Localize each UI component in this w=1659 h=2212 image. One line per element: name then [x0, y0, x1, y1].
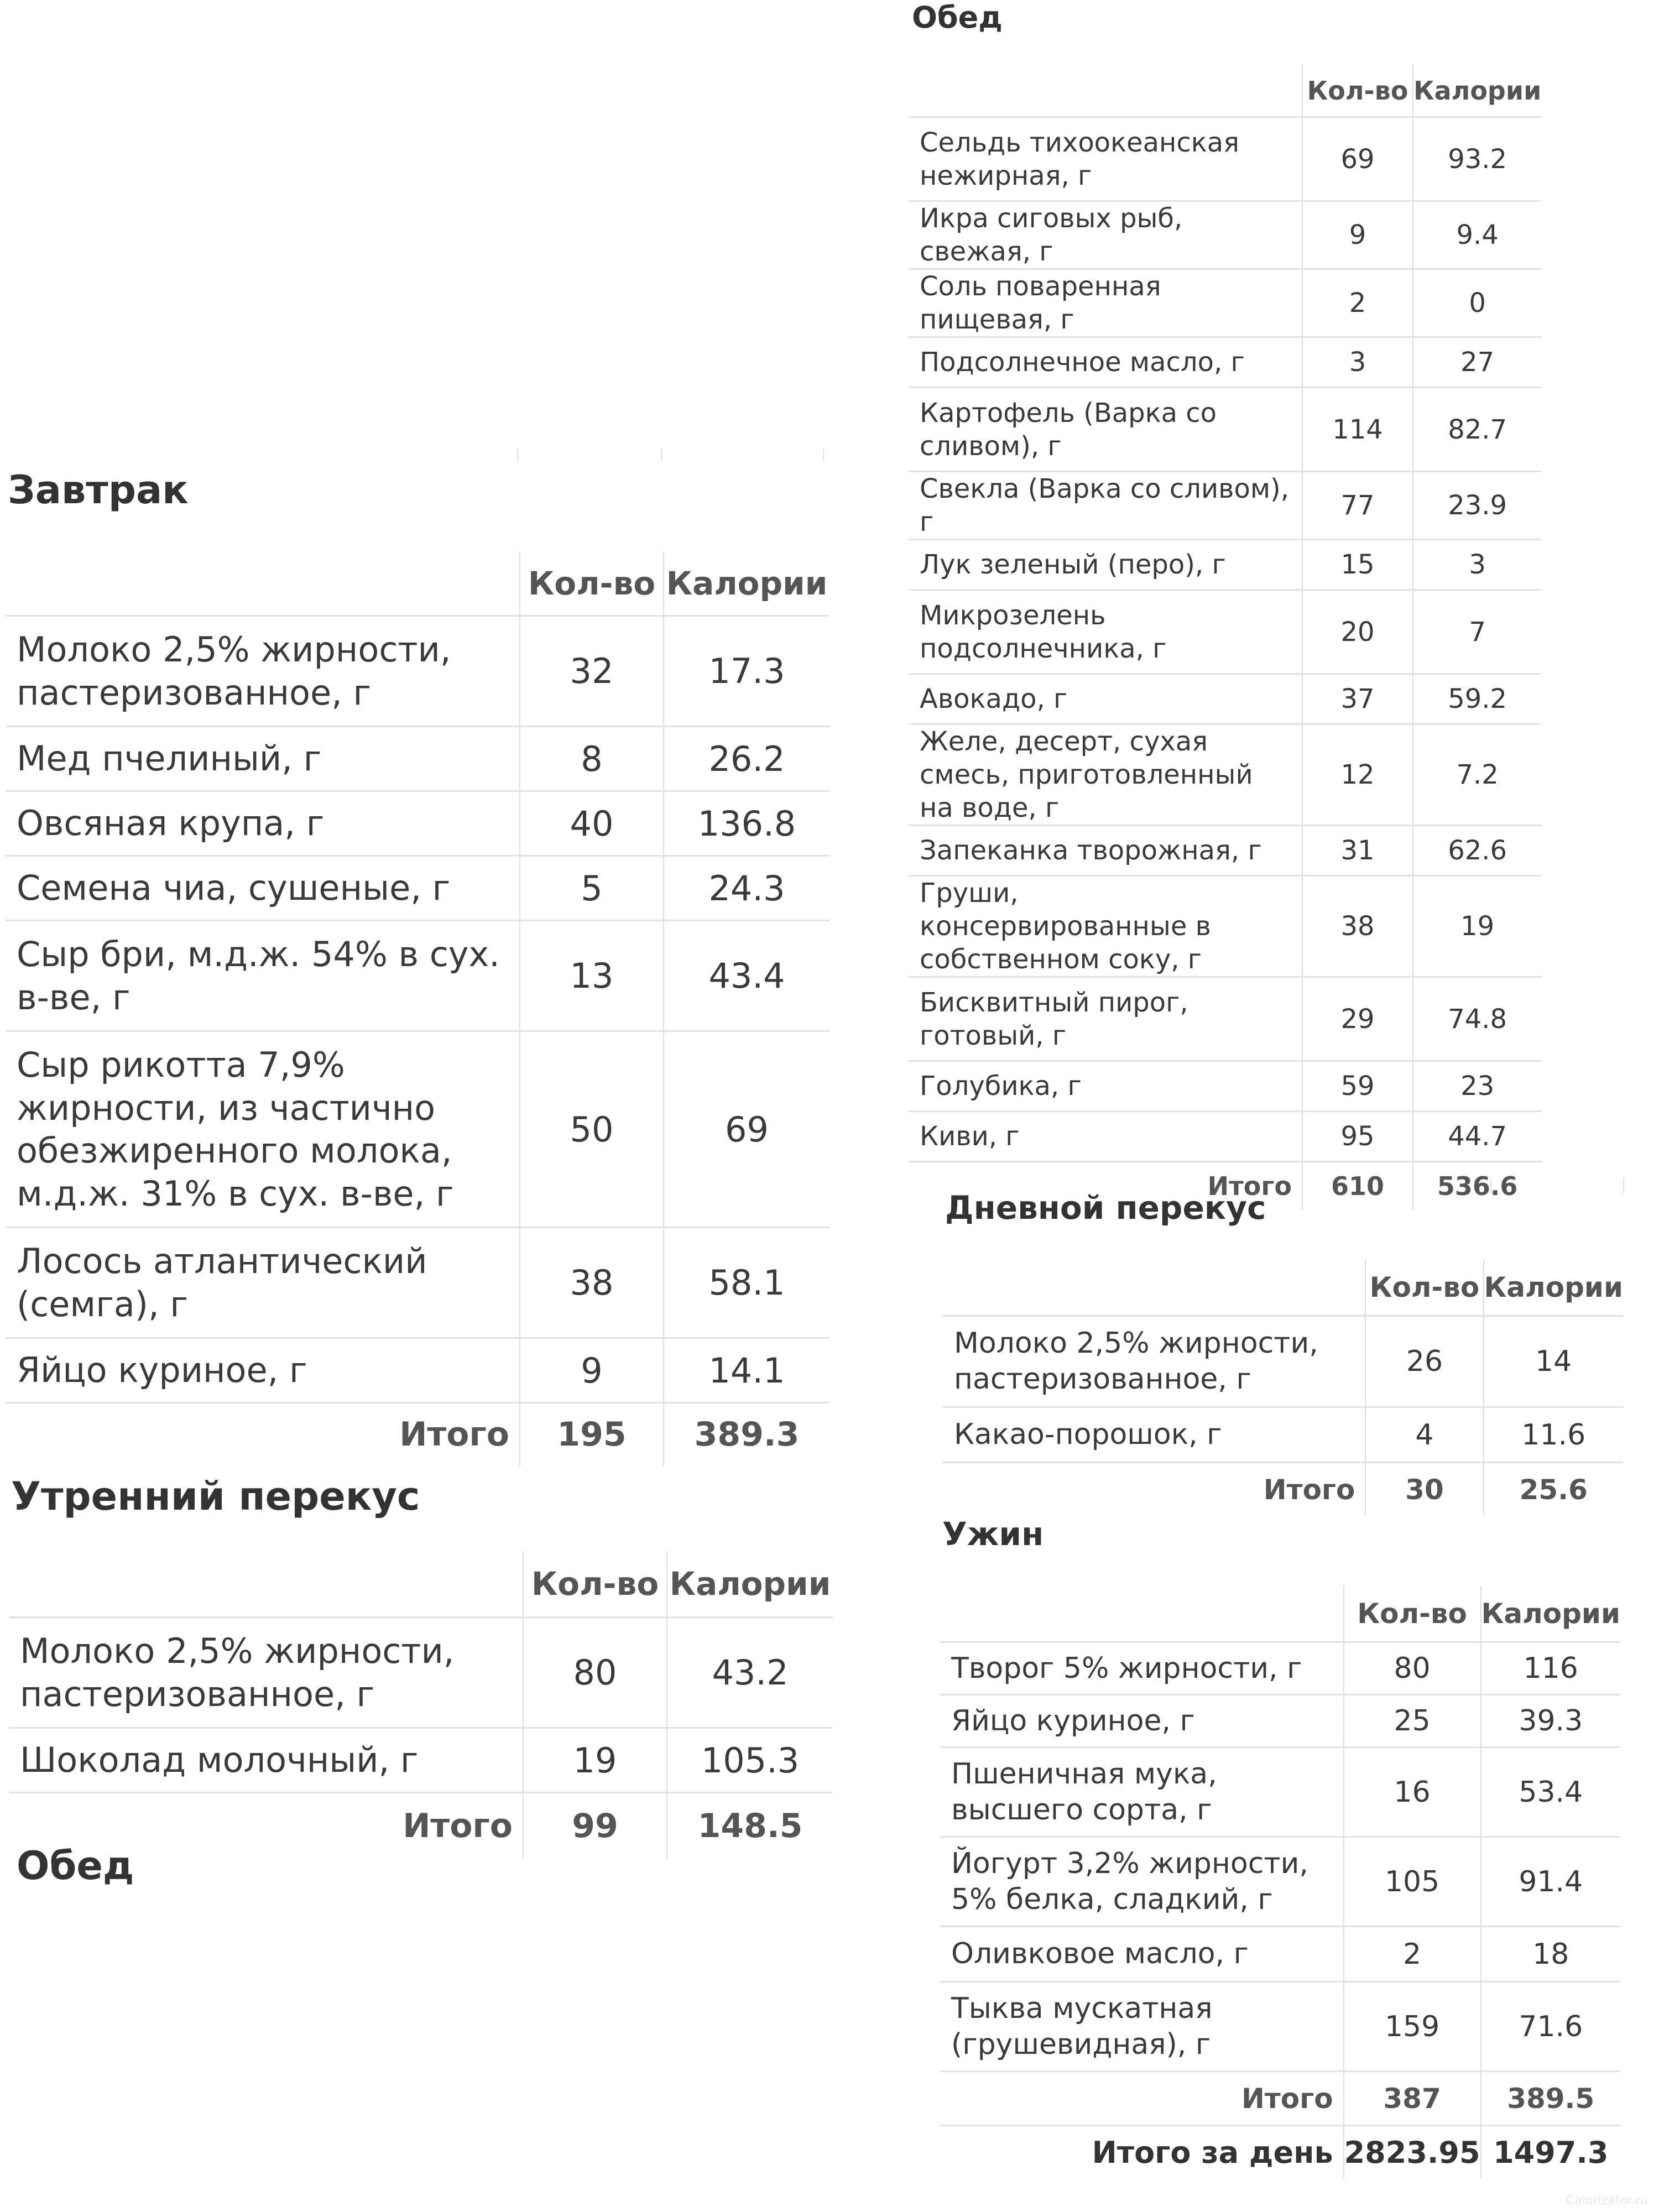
table-row: [909, 269, 1541, 337]
total-row: [943, 1463, 1623, 1516]
food-name: Микрозелень подсолнечника, г: [909, 590, 1302, 674]
section-title: Обед: [912, 0, 1003, 35]
food-calories: 69: [664, 1031, 830, 1228]
food-calories: 17.3: [664, 616, 830, 727]
table-row: [909, 826, 1541, 876]
food-qty: 59: [1302, 1061, 1413, 1112]
food-name: Свекла (Варка со сливом), г: [909, 472, 1302, 540]
food-calories: 27: [1413, 337, 1541, 388]
food-name: Яйцо куриное, г: [940, 1695, 1344, 1747]
food-name: Семена чиа, сушеные, г: [6, 856, 520, 921]
food-qty: 26: [1365, 1316, 1483, 1407]
food-calories: 14: [1484, 1316, 1623, 1407]
food-name: Картофель (Варка со сливом), г: [909, 388, 1302, 472]
food-calories: 3: [1413, 540, 1541, 590]
food-name: Оливковое масло, г: [940, 1927, 1344, 1982]
total-label: Итого: [943, 1463, 1365, 1516]
food-qty: 13: [520, 921, 664, 1031]
table-row: [6, 1031, 830, 1228]
food-name: Авокадо, г: [909, 674, 1302, 724]
column-header-calories: Калории: [1484, 1260, 1623, 1316]
food-qty: 37: [1302, 674, 1413, 724]
table-row: [909, 674, 1541, 724]
food-qty: 69: [1302, 117, 1413, 201]
food-qty: 19: [523, 1728, 667, 1793]
food-name: Сельдь тихоокеанская нежирная, г: [909, 117, 1302, 201]
breakfast-table: [6, 551, 830, 1465]
divider-tick: [517, 449, 518, 461]
food-qty: 9: [520, 1338, 664, 1403]
food-name: Тыква мускатная (грушевидная), г: [940, 1982, 1344, 2072]
table-row: [909, 1061, 1541, 1112]
watermark: Calorizator.ru: [1566, 2194, 1648, 2208]
cut-off-heading-text: Обед: [17, 1843, 134, 1888]
column-header-calories: Калории: [1481, 1586, 1620, 1642]
morning-snack-section: [9, 1474, 838, 1859]
table-row: [940, 1747, 1620, 1837]
total-qty: 610: [1302, 1162, 1413, 1211]
food-calories: 82.7: [1413, 388, 1541, 472]
food-calories: 53.4: [1481, 1747, 1620, 1837]
lunch-table: [909, 65, 1541, 1210]
food-calories: 26.2: [664, 727, 830, 791]
food-calories: 18: [1481, 1927, 1620, 1982]
table-row: [6, 1338, 830, 1403]
food-calories: 23: [1413, 1061, 1541, 1112]
food-calories: 14.1: [664, 1338, 830, 1403]
food-name: Какао-порошок, г: [943, 1407, 1365, 1463]
table-row: [943, 1407, 1623, 1463]
food-qty: 38: [1302, 876, 1413, 977]
food-name: Молоко 2,5% жирности, пастеризованное, г: [9, 1618, 523, 1728]
cut-off-heading: [17, 1843, 134, 1888]
food-calories: 116: [1481, 1642, 1620, 1695]
food-qty: 77: [1302, 472, 1413, 540]
table-row: [6, 856, 830, 921]
food-qty: 80: [523, 1618, 667, 1728]
food-name: Подсолнечное масло, г: [909, 337, 1302, 388]
food-calories: 136.8: [664, 791, 830, 856]
total-calories: 389.5: [1481, 2072, 1620, 2126]
table-row: [909, 876, 1541, 977]
table-row: [909, 117, 1541, 201]
total-qty: 99: [523, 1793, 667, 1859]
column-header-qty: Кол-во: [1344, 1586, 1481, 1642]
food-qty: 2: [1344, 1927, 1481, 1982]
total-row: [940, 2072, 1620, 2126]
food-calories: 93.2: [1413, 117, 1541, 201]
food-qty: 95: [1302, 1112, 1413, 1162]
food-qty: 114: [1302, 388, 1413, 472]
total-label: Итого: [9, 1793, 523, 1859]
total-calories: 148.5: [667, 1793, 833, 1859]
food-name: Запеканка творожная, г: [909, 826, 1302, 876]
food-calories: 43.2: [667, 1618, 833, 1728]
header-blank: [940, 1586, 1344, 1642]
column-header-qty: Кол-во: [1302, 65, 1413, 117]
food-qty: 40: [520, 791, 664, 856]
table-row: [6, 921, 830, 1031]
food-name: Лук зеленый (перо), г: [909, 540, 1302, 590]
food-qty: 38: [520, 1228, 664, 1338]
table-row: [940, 1695, 1620, 1747]
food-name: Желе, десерт, сухая смесь, приготовленный на воде, г: [909, 724, 1302, 826]
food-calories: 39.3: [1481, 1695, 1620, 1747]
section-title: Ужин: [942, 1515, 1044, 1553]
divider-tick: [1623, 1178, 1624, 1193]
food-name: Творог 5% жирности, г: [940, 1642, 1344, 1695]
table-row: [6, 616, 830, 727]
morning-snack-table: [9, 1551, 833, 1859]
table-row: [909, 724, 1541, 826]
food-calories: 0: [1413, 269, 1541, 337]
food-qty: 20: [1302, 590, 1413, 674]
column-header-calories: Калории: [664, 551, 830, 616]
total-calories: 389.3: [664, 1403, 830, 1466]
food-calories: 43.4: [664, 921, 830, 1031]
header-blank: [909, 65, 1302, 117]
food-qty: 2: [1302, 269, 1413, 337]
food-qty: 159: [1344, 1982, 1481, 2072]
food-qty: 105: [1344, 1837, 1481, 1927]
table-row: [9, 1618, 833, 1728]
total-label: Итого: [6, 1403, 520, 1466]
section-title: Утренний перекус: [11, 1474, 420, 1519]
food-calories: 23.9: [1413, 472, 1541, 540]
header-blank: [943, 1260, 1365, 1316]
dinner-table: [940, 1586, 1620, 2179]
food-name: Голубика, г: [909, 1061, 1302, 1112]
food-qty: 9: [1302, 201, 1413, 269]
food-calories: 44.7: [1413, 1112, 1541, 1162]
food-name: Сыр бри, м.д.ж. 54% в сух. в-ве, г: [6, 921, 520, 1031]
food-calories: 62.6: [1413, 826, 1541, 876]
table-row: [943, 1316, 1623, 1407]
section-title: Дневной перекус: [945, 1189, 1266, 1227]
column-header-qty: Кол-во: [523, 1551, 667, 1618]
table-row: [940, 1642, 1620, 1695]
food-qty: 15: [1302, 540, 1413, 590]
total-qty: 30: [1365, 1463, 1483, 1516]
day-total-row: [940, 2126, 1620, 2179]
table-row: [6, 1228, 830, 1338]
column-header-qty: Кол-во: [1365, 1260, 1483, 1316]
food-name: Молоко 2,5% жирности, пастеризованное, г: [6, 616, 520, 727]
food-qty: 32: [520, 616, 664, 727]
food-calories: 19: [1413, 876, 1541, 977]
total-qty: 195: [520, 1403, 664, 1466]
header-blank: [6, 551, 520, 616]
table-row: [909, 337, 1541, 388]
total-label: Итого: [940, 2072, 1344, 2126]
table-row: [6, 727, 830, 791]
day-snack-section: [943, 1189, 1623, 1516]
table-row: [940, 1982, 1620, 2072]
food-name: Сыр рикотта 7,9% жирности, из частично обезжиренного молока, м.д.ж. 31% в сух. в-ве, г: [6, 1031, 520, 1228]
food-qty: 12: [1302, 724, 1413, 826]
table-row: [909, 1112, 1541, 1162]
food-qty: 31: [1302, 826, 1413, 876]
food-name: Соль поваренная пищевая, г: [909, 269, 1302, 337]
food-calories: 7: [1413, 590, 1541, 674]
food-qty: 16: [1344, 1747, 1481, 1837]
food-calories: 74.8: [1413, 977, 1541, 1061]
food-qty: 25: [1344, 1695, 1481, 1747]
column-header-qty: Кол-во: [520, 551, 664, 616]
divider-tick: [823, 449, 824, 461]
table-row: [909, 540, 1541, 590]
table-row: [940, 1837, 1620, 1927]
food-calories: 7.2: [1413, 724, 1541, 826]
table-row: [6, 791, 830, 856]
total-calories: 25.6: [1484, 1463, 1623, 1516]
food-qty: 4: [1365, 1407, 1483, 1463]
table-row: [909, 590, 1541, 674]
food-calories: 11.6: [1484, 1407, 1623, 1463]
header-blank: [9, 1551, 523, 1618]
food-calories: 71.6: [1481, 1982, 1620, 2072]
food-name: Молоко 2,5% жирности, пастеризованное, г: [943, 1316, 1365, 1407]
total-label: Итого: [909, 1162, 1302, 1211]
food-name: Овсяная крупа, г: [6, 791, 520, 856]
section-title: Завтрак: [8, 467, 189, 513]
food-name: Пшеничная мука, высшего сорта, г: [940, 1747, 1344, 1837]
total-calories: 536.6: [1413, 1162, 1541, 1211]
food-qty: 80: [1344, 1642, 1481, 1695]
food-calories: 59.2: [1413, 674, 1541, 724]
table-row: [9, 1728, 833, 1793]
food-qty: 50: [520, 1031, 664, 1228]
food-name: Лосось атлантический (семга), г: [6, 1228, 520, 1338]
breakfast-section: [6, 467, 835, 1465]
table-row: [909, 201, 1541, 269]
food-name: Бисквитный пирог, готовый, г: [909, 977, 1302, 1061]
food-name: Киви, г: [909, 1112, 1302, 1162]
food-name: Йогурт 3,2% жирности, 5% белка, сладкий, г: [940, 1837, 1344, 1927]
food-name: Шоколад молочный, г: [9, 1728, 523, 1793]
food-qty: 8: [520, 727, 664, 791]
food-calories: 24.3: [664, 856, 830, 921]
food-qty: 29: [1302, 977, 1413, 1061]
food-name: Яйцо куриное, г: [6, 1338, 520, 1403]
lunch-section: [909, 0, 1550, 1210]
table-row: [940, 1927, 1620, 1982]
total-row: [6, 1403, 830, 1466]
food-qty: 5: [520, 856, 664, 921]
food-calories: 58.1: [664, 1228, 830, 1338]
dinner-section: [940, 1515, 1620, 2179]
column-header-calories: Калории: [667, 1551, 833, 1618]
food-name: Груши, консервированные в собственном соку, г: [909, 876, 1302, 977]
table-row: [909, 977, 1541, 1061]
column-header-calories: Калории: [1413, 65, 1541, 117]
divider-tick: [661, 449, 662, 461]
day-total-label: Итого за день: [940, 2126, 1344, 2179]
day-snack-table: [943, 1260, 1623, 1516]
food-calories: 91.4: [1481, 1837, 1620, 1927]
food-name: Икра сиговых рыб, свежая, г: [909, 201, 1302, 269]
food-calories: 9.4: [1413, 201, 1541, 269]
total-qty: 387: [1344, 2072, 1481, 2126]
table-row: [909, 388, 1541, 472]
table-row: [909, 472, 1541, 540]
day-total-calories: 1497.3: [1481, 2126, 1620, 2179]
day-total-qty: 2823.95: [1344, 2126, 1481, 2179]
food-qty: 3: [1302, 337, 1413, 388]
food-calories: 105.3: [667, 1728, 833, 1793]
food-name: Мед пчелиный, г: [6, 727, 520, 791]
